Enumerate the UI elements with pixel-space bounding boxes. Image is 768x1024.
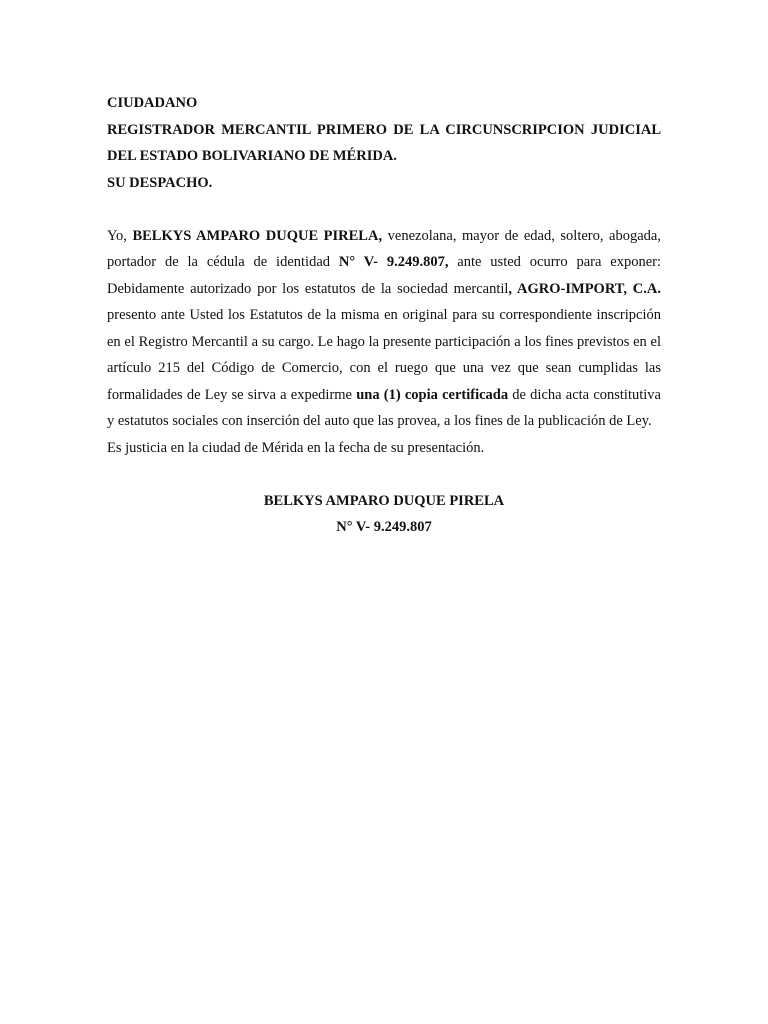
body-text-4: presento ante Usted los Estatutos de la misma en original para su correspondiente inscripción en el Registro Mercantil a su cargo. Le hago la presente participación a los fines previstos en el artículo 215 del Código de Comercio, con el ruego que una vez que sean cumplidas las formalidades de Ley se sirva a expedirme bbox=[107, 307, 661, 403]
body-text-2: venezolana, mayor de edad, soltero, abogada, portador de la cédula de identidad bbox=[107, 227, 661, 270]
signature-name: BELKYS AMPARO DUQUE PIRELA bbox=[263, 492, 505, 509]
applicant-id: N° V- 9.249.807, bbox=[338, 254, 449, 270]
addressee-office: SU DESPACHO. bbox=[107, 174, 213, 191]
addressee-header bbox=[107, 90, 661, 196]
body-text-5: de dicha acta constitutiva y estatutos sociales con inserción del auto que las provea, a los fines de la publicación de Ley. bbox=[107, 386, 661, 429]
company-name: , AGRO-IMPORT, C.A. bbox=[508, 280, 661, 297]
addressee-title: REGISTRADOR MERCANTIL PRIMERO DE LA CIRCUNSCRIPCION JUDICIAL DEL ESTADO BOLIVARIANO DE MÉRIDA. bbox=[107, 121, 661, 164]
applicant-name: BELKYS AMPARO DUQUE PIRELA, bbox=[132, 227, 383, 244]
addressee-salutation: CIUDADANO bbox=[107, 95, 198, 111]
request-paragraph bbox=[107, 223, 661, 435]
document-page bbox=[107, 90, 661, 541]
signature-block bbox=[107, 488, 661, 541]
signature-id: N° V- 9.249.807 bbox=[336, 519, 432, 535]
body-text-1: Yo, bbox=[107, 227, 133, 244]
body-text-3: ante usted ocurro para exponer: Debidamente autorizado por los estatutos de la sociedad mercantil bbox=[107, 254, 661, 297]
closing-line: Es justicia en la ciudad de Mérida en la fecha de su presentación. bbox=[107, 439, 485, 456]
certified-copy-request: una (1) copia certificada bbox=[356, 386, 509, 403]
